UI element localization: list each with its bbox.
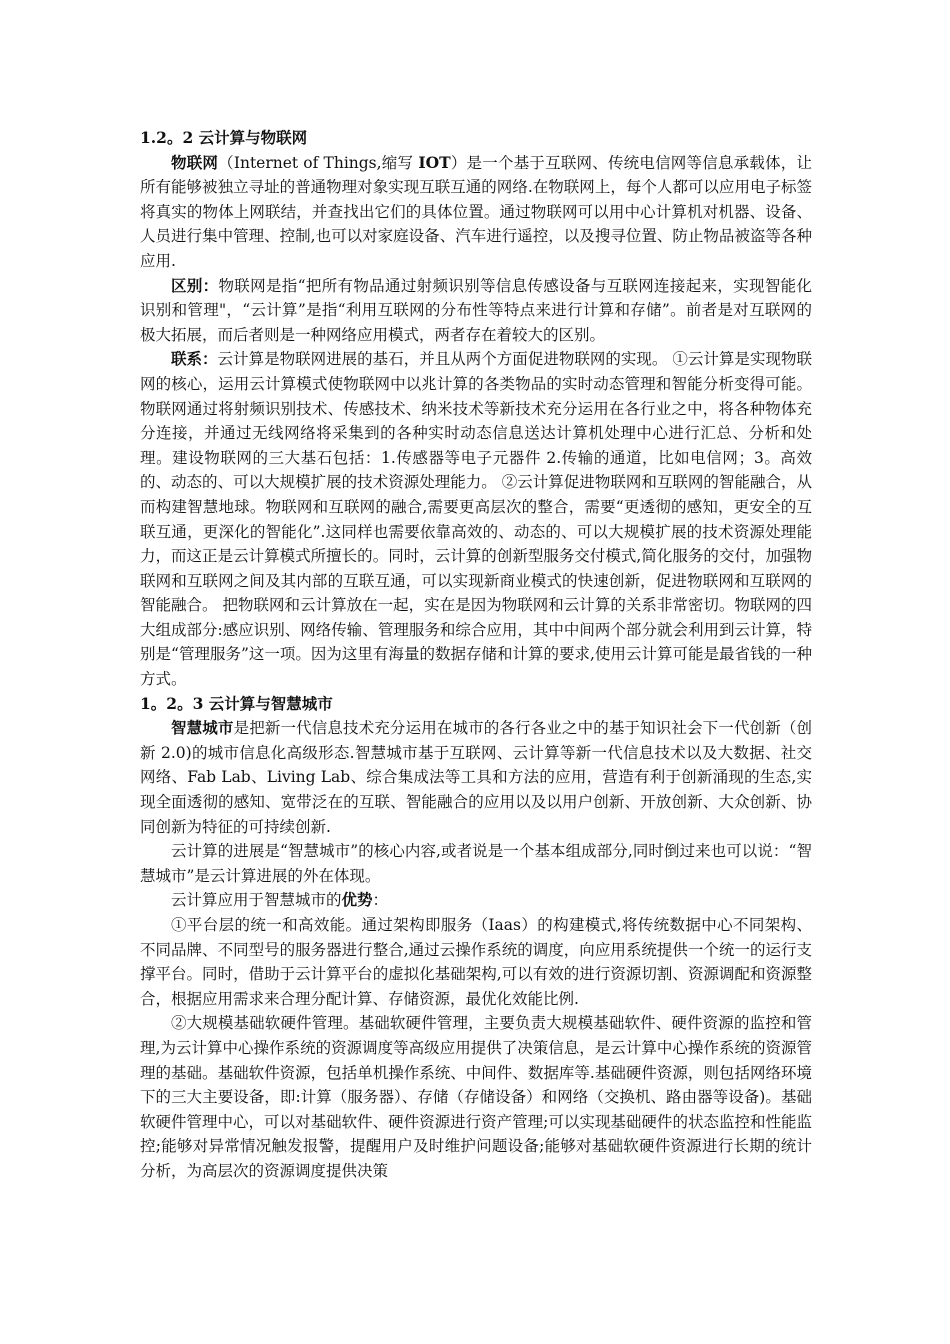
iot-definition-text: ）是一个基于互联网、传统电信网等信息承载体，让所有能够被独立寻址的普通物理对象实现互联互通的网络.在物联网上，每个人都可以应用电子标签将真实的物体上网联结，并查找出它们的具体位置。通过物联网可以用中心计算机对机器、设备、人员进行集中管理、控制,也可以对家庭设备、汽车进行遥控，以及搜寻位置、防止物品被盗等各种应用. <box>140 153 812 270</box>
paragraph-relation <box>140 347 812 691</box>
label-difference: 区别： <box>171 275 219 295</box>
paragraph-advantage-1: ①平台层的统一和高效能。通过架构即服务（Iaas）的构建模式,将传统数据中心不同架构、不同品牌、不同型号的服务器进行整合,通过云操作系统的调度，向应用系统提供一个统一的运行支撑平台。同时，借助于云计算平台的虚拟化基础架构,可以有效的进行资源切割、资源调配和资源整合，根据应用需求来合理分配计算、存储资源，最优化效能比例. <box>140 916 812 1008</box>
term-iot: 物联网 <box>171 152 219 172</box>
paragraph-difference <box>140 274 812 348</box>
paragraph-iot-definition <box>140 151 812 274</box>
label-relation: 联系： <box>171 349 218 369</box>
paragraph-advantages-intro <box>140 888 812 913</box>
term-iot-abbr: IOT <box>418 152 451 172</box>
paragraph-advantage-2: ②大规模基础软硬件管理。基础软硬件管理，主要负责大规模基础软件、硬件资源的监控和管理,为云计算中心操作系统的资源调度等高级应用提供了决策信息，是云计算中心操作系统的资源管理的基础。基础软件资源，包括单机操作系统、中间件、数据库等.基础硬件资源，则包括网络环境下的三大主要设备，即:计算（服务器）、存储（存储设备）和网络（交换机、路由器等设备)。基础软硬件管理中心，可以对基础软件、硬件资源进行资产管理;可以实现基础硬件的状态监控和性能监控;能够对异常情况触发报警，提醒用户及时维护问题设备;能够对基础软硬件资源进行长期的统计分析，为高层次的资源调度提供决策 <box>140 1014 812 1180</box>
label-advantages: 优势 <box>341 890 373 910</box>
advantages-intro-text: 云计算应用于智慧城市的 <box>171 891 342 910</box>
relation-text: 云计算是物联网进展的基石，并且从两个方面促进物联网的实现。 ①云计算是实现物联网的核心，运用云计算模式使物联网中以兆计算的各类物品的实时动态管理和智能分析变得可能。物联网通过将射频识别技术、传感技术、纳米技术等新技术充分运用在各行业之中，将各种物体充分连接，并通过无线网络将采集到的各种实时动态信息送达计算机处理中心进行汇总、分析和处理。建设物联网的三大基石包括：1.传感器等电子元器件 2.传输的通道，比如电信网；3。高效的、动态的、可以大规模扩展的技术资源处理能力。 ②云计算促进物联网和互联网的智能融合，从而构建智慧地球。物联网和互联网的融合,需要更高层次的整合，需要“更透彻的感知，更安全的互联互通，更深化的智能化”.这同样也需要依靠高效的、动态的、可以大规模扩展的技术资源处理能力，而这正是云计算模式所擅长的。同时，云计算的创新型服务交付模式,简化服务的交付，加强物联网和互联网之间及其内部的互联互通，可以实现新商业模式的快速创新，促进物联网和互联网的智能融合。 把物联网和云计算放在一起，实在是因为物联网和云计算的关系非常密切。物联网的四大组成部分:感应识别、网络传输、管理服务和综合应用，其中中间两个部分就会利用到云计算，特别是“管理服务”这一项。因为这里有海量的数据存储和计算的要求,使用云计算可能是最省钱的一种方式。 <box>140 350 812 689</box>
iot-english-name: （Internet of Things,缩写 <box>218 153 419 172</box>
difference-text: 物联网是指“把所有物品通过射频识别等信息传感设备与互联网连接起来，实现智能化识别和管理"，“云计算”是指“利用互联网的分布性等特点来进行计算和存储”。前者是对互联网的极大拓展，而后者则是一种网络应用模式，两者存在着较大的区别。 <box>140 276 812 344</box>
paragraph-smart-city-definition <box>140 716 812 839</box>
section-heading-1-2-3: 1。2。3 云计算与智慧城市 <box>140 693 333 713</box>
paragraph-cloud-smart-city-core: 云计算的进展是“智慧城市”的核心内容,或者说是一个基本组成部分,同时倒过来也可以说：“智慧城市”是云计算进展的外在体现。 <box>140 842 812 885</box>
section-heading-1-2-2: 1.2。2 云计算与物联网 <box>140 128 308 147</box>
document-page <box>140 126 812 1184</box>
term-smart-city: 智慧城市 <box>171 718 234 738</box>
smart-city-definition-text: 是把新一代信息技术充分运用在城市的各行各业之中的基于知识社会下一代创新（创新 2.0)的城市信息化高级形态.智慧城市基于互联网、云计算等新一代信息技术以及大数据、社交网络、Fab Lab、Living Lab、综合集成法等工具和方法的应用，营造有利于创新涌现的生态,实现全面透彻的感知、宽带泛在的互联、智能融合的应用以及以用户创新、开放创新、大众创新、协同创新为特征的可持续创新. <box>140 719 812 836</box>
advantages-colon: ： <box>372 891 389 910</box>
